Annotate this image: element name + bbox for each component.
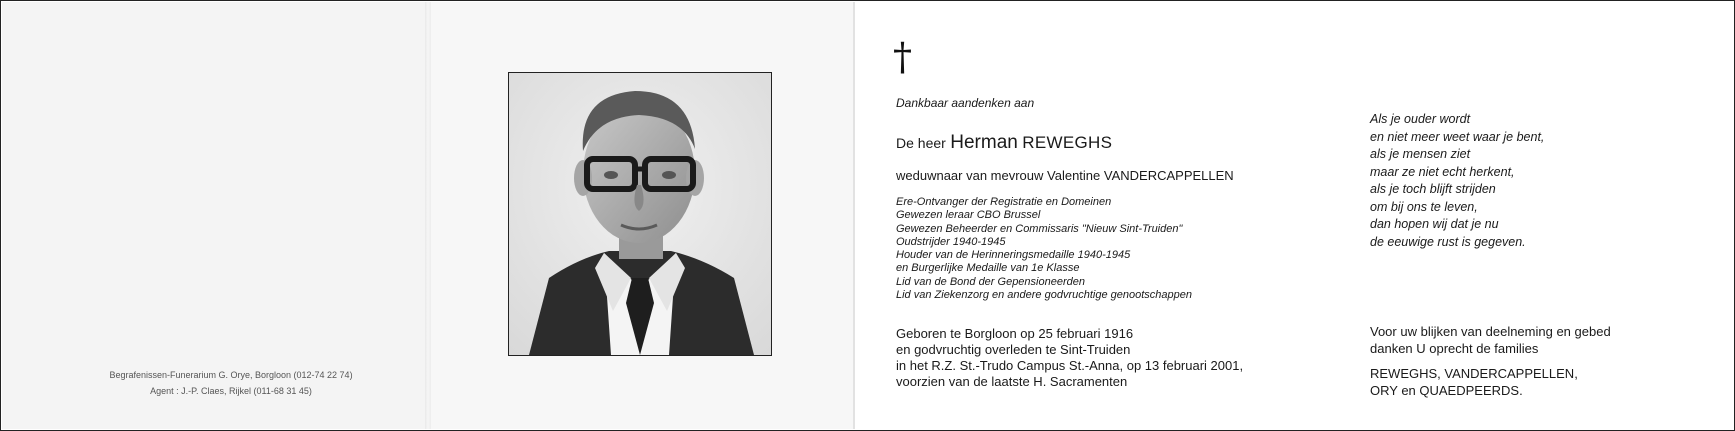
- fold-line: [853, 2, 855, 429]
- title-item: Houder van de Herinneringsmedaille 1940-1945: [896, 249, 1131, 262]
- families-line: ORY en QUAEDPEERDS.: [1370, 382, 1523, 398]
- widower-line: weduwnaar van mevrouw Valentine VANDERCAPPELLEN: [896, 168, 1234, 183]
- deceased-name: [896, 132, 1112, 154]
- thanks-text: [1370, 324, 1611, 357]
- bio-line: en godvruchtig overleden te Sint-Truiden: [896, 342, 1131, 357]
- poem-line: en niet meer weet waar je bent,: [1370, 129, 1545, 144]
- titles-list: [896, 196, 1192, 302]
- name-prefix: De heer: [896, 135, 946, 151]
- poem-line: om bij ons te leven,: [1370, 199, 1478, 214]
- intro-text: Dankbaar aandenken aan: [896, 96, 1035, 110]
- funeral-home-text: Begrafenissen-Funerarium G. Orye, Borgloon (012-74 22 74): [109, 370, 353, 380]
- surname: REWEGHS: [1022, 133, 1113, 152]
- poem-line: als je mensen ziet: [1370, 147, 1471, 161]
- bio-line: voorzien van de laatste H. Sacramenten: [896, 374, 1128, 389]
- agent-text: Agent : J.-P. Claes, Rijkel (011-68 31 45): [150, 386, 312, 396]
- poem-line: Als je ouder wordt: [1370, 112, 1471, 126]
- poem: [1370, 111, 1544, 251]
- title-item: Ere-Ontvanger der Registratie en Domeinen: [896, 196, 1112, 208]
- cross-symbol: †: [893, 35, 912, 79]
- left-panel: [2, 2, 425, 429]
- title-item: Gewezen Beheerder en Commissaris "Nieuw Sint-Truiden": [896, 222, 1183, 235]
- bio-line: in het R.Z. St.-Trudo Campus St.-Anna, op 13 februari 2001,: [896, 358, 1244, 373]
- families-line: REWEGHS, VANDERCAPPELLEN,: [1370, 366, 1578, 381]
- poem-line: maar ze niet echt herkent,: [1370, 164, 1515, 179]
- thanks-line: Voor uw blijken van deelneming en gebed: [1370, 324, 1611, 339]
- families-list: [1370, 366, 1578, 399]
- title-item: en Burgerlijke Medaille van 1e Klasse: [896, 262, 1080, 275]
- bio-line: Geboren te Borgloon op 25 februari 1916: [896, 326, 1134, 341]
- portrait-illustration: [509, 73, 771, 355]
- title-item: Gewezen leraar CBO Brussel: [896, 209, 1041, 222]
- poem-line: dan hopen wij dat je nu: [1370, 217, 1499, 231]
- poem-line: de eeuwige rust is gegeven.: [1370, 234, 1526, 249]
- title-item: Oudstrijder 1940-1945: [896, 235, 1006, 248]
- title-item: Lid van de Bond der Gepensioneerden: [896, 275, 1085, 288]
- portrait-photo: [508, 72, 772, 356]
- title-item: Lid van Ziekenzorg en andere godvruchtige genootschappen: [896, 289, 1192, 302]
- first-name: Herman: [950, 132, 1018, 153]
- thanks-line: danken U oprecht de families: [1370, 340, 1539, 356]
- poem-line: als je toch blijft strijden: [1370, 182, 1496, 196]
- biography: [896, 326, 1243, 390]
